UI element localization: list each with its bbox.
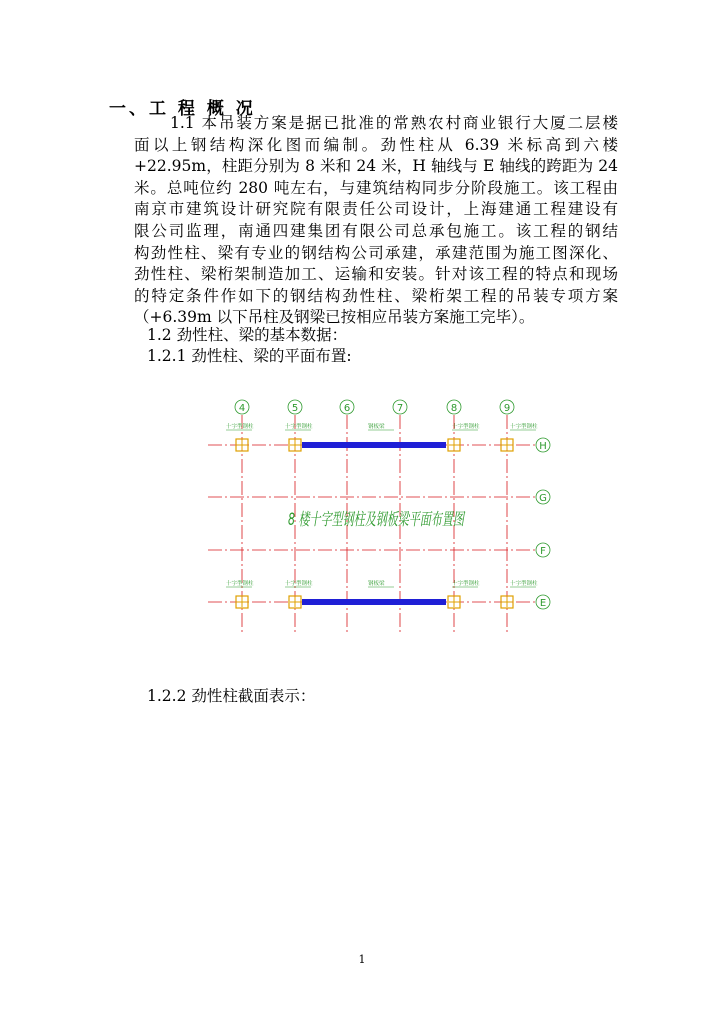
col-axis-label: 6 <box>343 403 351 414</box>
paragraph-line: 面以上钢结构深化图而编制。劲性柱从 6.39 米标高到六楼 <box>134 135 618 154</box>
paragraph-line: 南京市建筑设计研究院有限责任公司设计，上海建通工程建设有 <box>134 200 618 219</box>
col-axis-label: 8 <box>450 403 458 414</box>
annotation-label: 钢板梁 <box>368 581 385 587</box>
col-axis-label: 7 <box>396 403 404 414</box>
paragraph-line: 的特定条件作如下的钢结构劲性柱、梁桁架工程的吊装专项方案 <box>134 286 618 305</box>
paragraph-line: （+6.39m 以下吊柱及钢梁已按相应吊装方案施工完毕）。 <box>134 308 535 327</box>
row-axis-label: F <box>540 546 546 557</box>
paragraph-line: 米。总吨位约 280 吨左右，与建筑结构同步分阶段施工。该工程由 <box>134 178 618 197</box>
annotation-label: 十字型钢柱 <box>285 424 313 430</box>
annotation-label: 十字型钢柱 <box>510 581 538 587</box>
annotation-label: 十字型钢柱 <box>285 581 313 587</box>
floor-plan-svg <box>200 395 560 645</box>
row-axis-label: E <box>539 598 547 609</box>
overview-paragraph <box>134 113 618 329</box>
subsection-heading: 1.2.2 劲性柱截面表示： <box>147 687 316 705</box>
col-axis-label: 5 <box>291 403 299 414</box>
row-axis-label: H <box>539 441 547 452</box>
annotation-label: 十字型钢柱 <box>510 424 538 430</box>
paragraph-line: 构劲性柱、梁有专业的钢结构公司承建，承建范围为施工图深化、 <box>134 243 618 262</box>
row-axis-label: G <box>539 493 547 504</box>
annotation-label: 钢板梁 <box>368 424 385 430</box>
col-axis-label: 9 <box>503 403 511 414</box>
col-axis-label: 4 <box>238 403 246 414</box>
subsection-heading: 1.2 劲性柱、梁的基本数据： <box>147 326 348 344</box>
section-heading: 一、工 程 概 况 <box>109 99 256 119</box>
floor-plan-drawing <box>200 395 560 645</box>
subsection-heading: 1.2.1 劲性柱、梁的平面布置: <box>147 347 352 365</box>
steel-beam-h <box>302 442 446 448</box>
paragraph-line: +22.95m，柱距分别为 8 米和 24 米，H 轴线与 E 轴线的跨距为 24 <box>134 157 618 176</box>
paragraph-line: 1.1 本吊装方案是据已批准的常熟农村商业银行大厦二层楼 <box>170 114 618 132</box>
paragraph-line: 劲性柱、梁桁架制造加工、运输和安装。针对该工程的特点和现场 <box>134 265 618 284</box>
annotation-label: 十字型钢柱 <box>452 581 480 587</box>
plan-title: 8 楼十字型钢柱及钢板梁平面布置图 <box>288 510 466 530</box>
steel-beam-e <box>302 599 446 605</box>
annotation-label: 十字型钢柱 <box>452 424 480 430</box>
paragraph-line: 限公司监理，南通四建集团有限公司总承包施工。该工程的钢结 <box>134 221 618 240</box>
page-number: 1 <box>358 953 366 966</box>
annotation-label: 十字型钢柱 <box>226 581 254 587</box>
annotation-label: 十字型钢柱 <box>226 424 254 430</box>
